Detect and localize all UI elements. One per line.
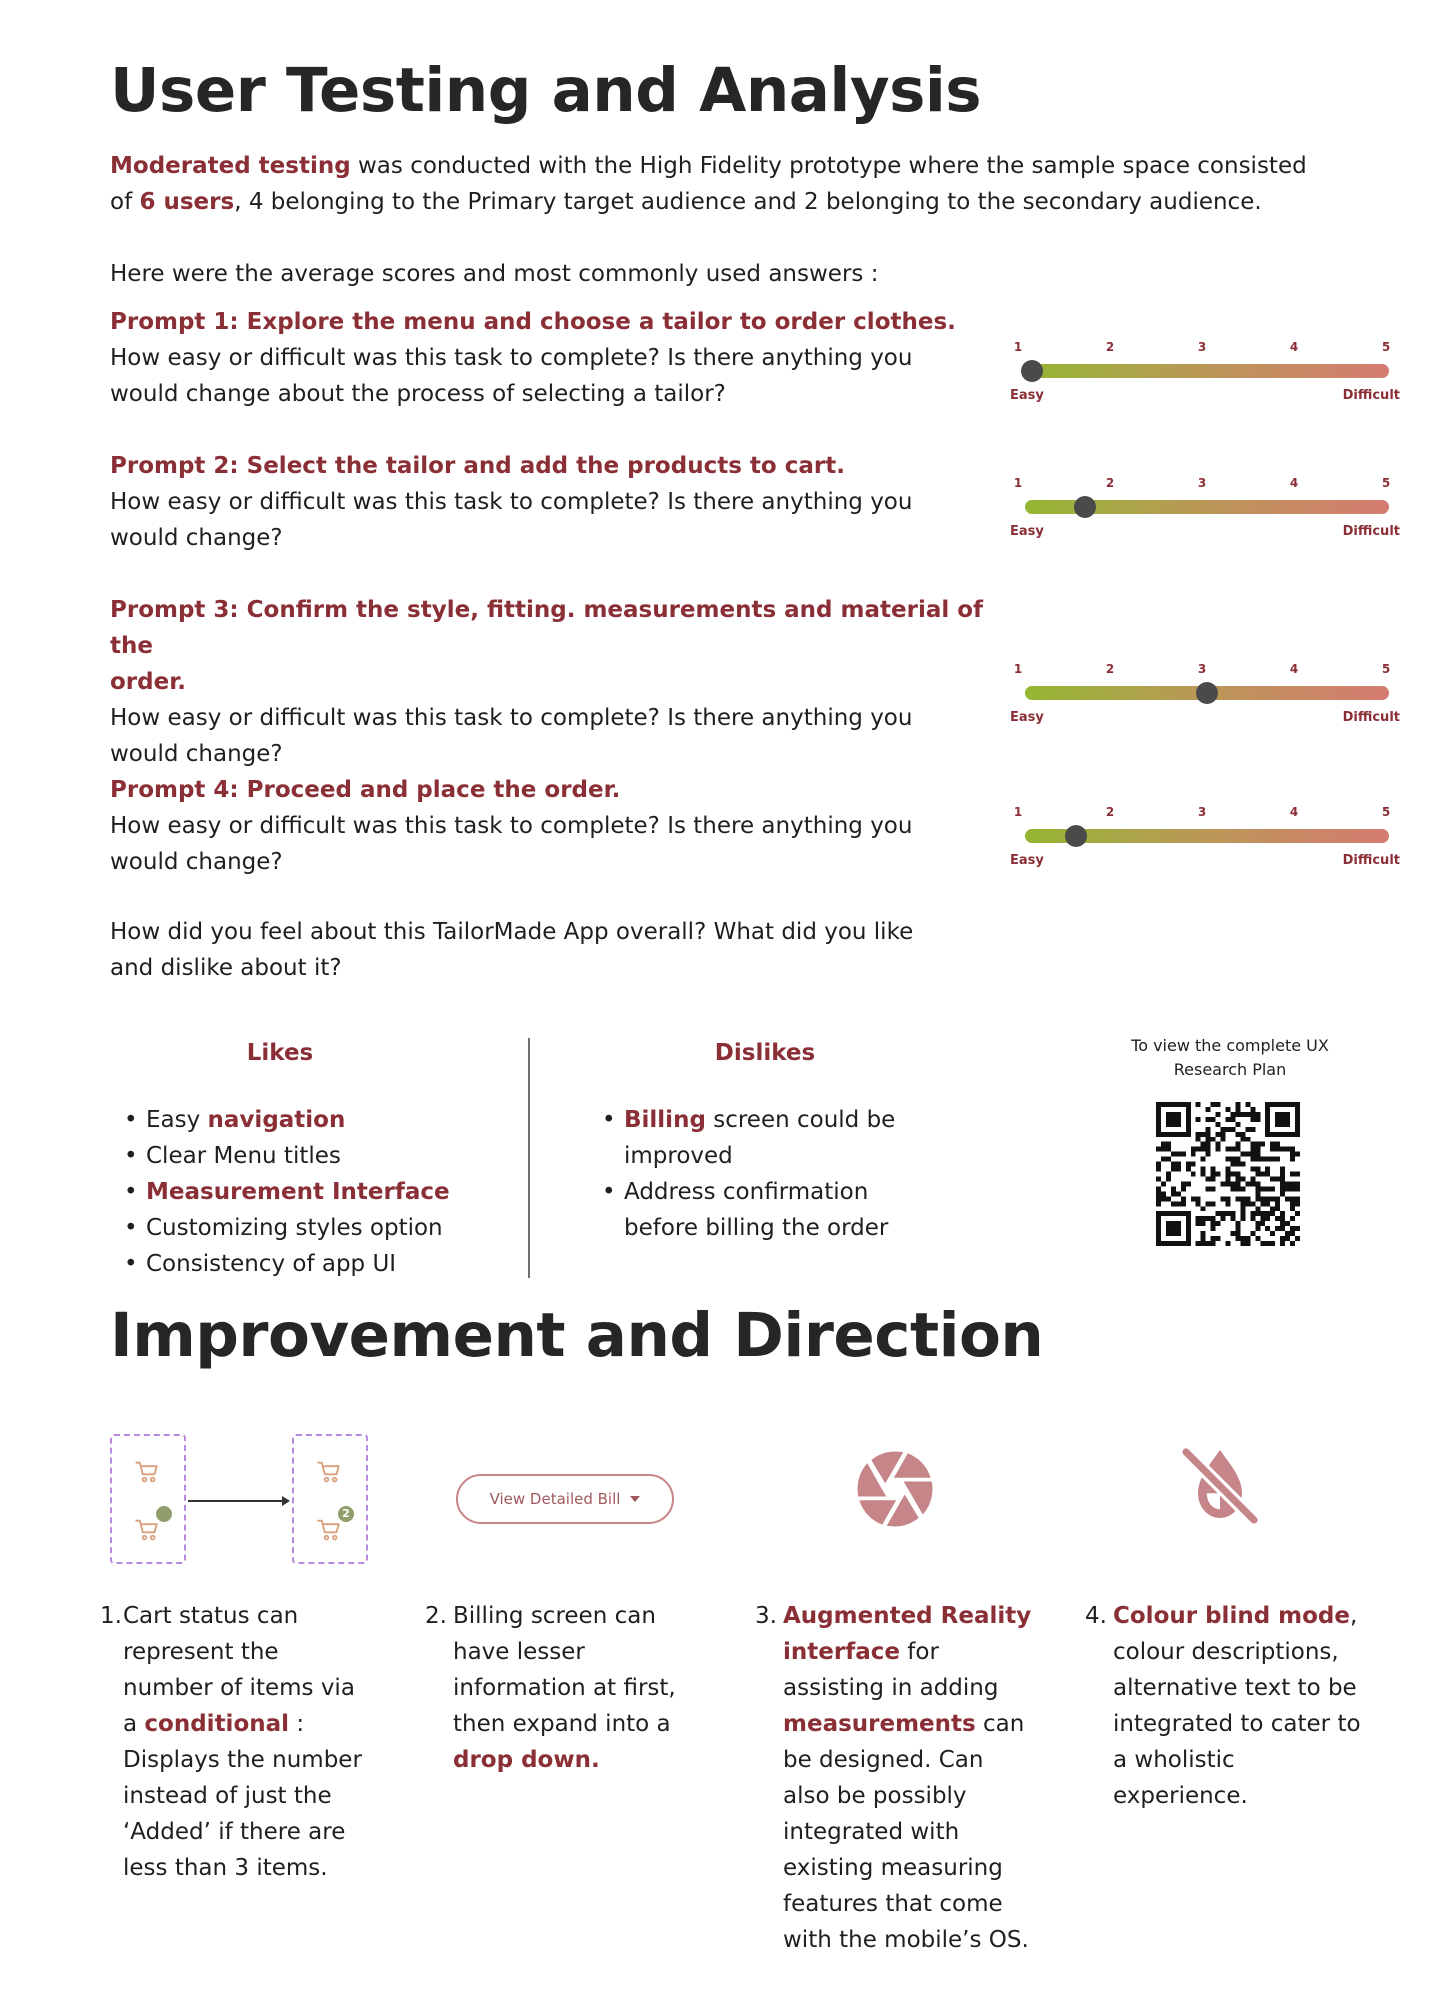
improvement-number: 4. [1085, 1603, 1107, 1629]
improvement-highlight: Colour blind mode [1113, 1603, 1350, 1629]
improvement-text: colour descriptions, [1113, 1639, 1339, 1665]
scale-score-marker [1021, 360, 1043, 382]
prompt-4 [110, 772, 990, 880]
likes-item-text: Consistency of app UI [146, 1251, 397, 1277]
improvement-text: then expand into a [453, 1711, 671, 1737]
scale-tick-label: 1 [1013, 662, 1023, 676]
improvement-text: Billing screen can [453, 1603, 656, 1629]
qr-code-icon[interactable] [1156, 1102, 1300, 1246]
dislikes-item-text: improved [624, 1143, 733, 1169]
view-detailed-bill-button[interactable] [456, 1474, 674, 1524]
prompt-2-question: would change? [110, 525, 283, 551]
dislikes-item-text: • Address confirmation [624, 1179, 869, 1205]
scale-tick-label: 5 [1381, 476, 1391, 490]
scale-easy-label: Easy [1010, 388, 1044, 403]
dislikes-item-highlight: Billing [624, 1107, 706, 1133]
improvement-text: assisting in adding [783, 1675, 999, 1701]
prompt-2 [110, 448, 990, 556]
improvement-text: experience. [1113, 1783, 1248, 1809]
section-title-improvement: Improvement and Direction [110, 1300, 1044, 1371]
scores-intro: Here were the average scores and most commonly used answers : [110, 261, 879, 287]
intro-text: of [110, 189, 140, 215]
scale-tick-label: 5 [1381, 662, 1391, 676]
rating-scale-2 [1010, 476, 1400, 546]
scale-ticks [1013, 476, 1391, 492]
improvement-highlight: measurements [783, 1711, 976, 1737]
improvement-text: can [975, 1711, 1025, 1737]
likes-heading: Likes [246, 1040, 314, 1066]
scale-tick-label: 3 [1197, 805, 1207, 819]
cart-status-before [110, 1434, 186, 1564]
improvement-highlight: Augmented Reality [783, 1603, 1032, 1629]
cart-status-after [292, 1434, 368, 1564]
improvement-number: 2. [425, 1603, 447, 1629]
scale-tick-label: 1 [1013, 340, 1023, 354]
scale-tick-label: 1 [1013, 805, 1023, 819]
qr-caption-line: To view the complete UX [1131, 1036, 1329, 1055]
overall-question-line: How did you feel about this TailorMade App overall? What did you like [110, 919, 914, 945]
intro-highlight-users: 6 users [139, 189, 235, 215]
scale-ticks [1013, 340, 1391, 356]
scale-ticks [1013, 805, 1391, 821]
prompt-3 [110, 592, 990, 772]
cart-icon [316, 1516, 344, 1544]
improvement-text: number of items via [123, 1675, 355, 1701]
improvement-text: a [123, 1711, 145, 1737]
dislikes-heading: Dislikes [714, 1040, 816, 1066]
rating-scale-3 [1010, 662, 1400, 732]
cart-icon [134, 1516, 162, 1544]
qr-caption-line: Research Plan [1173, 1060, 1287, 1079]
improvement-text: ‘Added’ if there are [123, 1819, 346, 1845]
likes-item-text: Easy [146, 1107, 208, 1133]
improvement-text: features that come [783, 1891, 1003, 1917]
prompt-1-title: Prompt 1: Explore the menu and choose a tailor to order clothes. [110, 309, 956, 335]
scale-bar [1025, 364, 1389, 378]
page-title: User Testing and Analysis [110, 55, 982, 126]
improvement-text: with the mobile’s OS. [783, 1927, 1029, 1953]
improvement-highlight: drop down. [453, 1747, 600, 1773]
scale-easy-label: Easy [1010, 710, 1044, 725]
scale-tick-label: 2 [1105, 805, 1115, 819]
colour-blind-mode-icon [1172, 1438, 1268, 1534]
likes-item-text: Customizing styles option [146, 1215, 443, 1241]
arrow-icon [188, 1500, 288, 1502]
intro-paragraph [110, 148, 1370, 220]
improvement-text: Cart status can [123, 1603, 299, 1629]
scale-score-marker [1074, 496, 1096, 518]
intro-highlight-moderated: Moderated testing [110, 153, 351, 179]
list-item [110, 1210, 450, 1246]
improvement-highlight: conditional [144, 1711, 290, 1737]
scale-easy-label: Easy [1010, 853, 1044, 868]
improvement-text: have lesser [453, 1639, 585, 1665]
improvement-text: information at first, [453, 1675, 676, 1701]
improvement-text: also be possibly [783, 1783, 967, 1809]
prompt-4-question: How easy or difficult was this task to complete? Is there anything you [110, 813, 913, 839]
cart-count-badge: 2 [338, 1506, 354, 1522]
improvement-text: : [289, 1711, 305, 1737]
dislikes-item-text: screen could be [705, 1107, 896, 1133]
list-item [110, 1138, 450, 1174]
prompt-3-question: would change? [110, 741, 283, 767]
scale-tick-label: 4 [1289, 476, 1299, 490]
scale-tick-label: 4 [1289, 662, 1299, 676]
improvement-text: , [1350, 1603, 1358, 1629]
scale-difficult-label: Difficult [1342, 388, 1400, 403]
improvement-text: be designed. Can [783, 1747, 984, 1773]
dislikes-list [588, 1102, 895, 1246]
scale-tick-label: 5 [1381, 805, 1391, 819]
prompt-2-title: Prompt 2: Select the tailor and add the products to cart. [110, 453, 845, 479]
list-item [110, 1174, 450, 1210]
scale-tick-label: 4 [1289, 340, 1299, 354]
caret-down-icon [630, 1496, 640, 1502]
improvement-text: Displays the number [123, 1747, 362, 1773]
prompt-3-title: order. [110, 669, 187, 695]
list-item [110, 1102, 450, 1138]
scale-tick-label: 3 [1197, 340, 1207, 354]
scale-tick-label: 2 [1105, 476, 1115, 490]
intro-text: was conducted with the High Fidelity prototype where the sample space consisted [350, 153, 1307, 179]
scale-tick-label: 3 [1197, 662, 1207, 676]
scale-score-marker [1196, 682, 1218, 704]
scale-easy-label: Easy [1010, 524, 1044, 539]
scale-tick-label: 5 [1381, 340, 1391, 354]
improvement-text: instead of just the [123, 1783, 332, 1809]
prompt-4-title: Prompt 4: Proceed and place the order. [110, 777, 621, 803]
prompt-1 [110, 304, 990, 412]
dislikes-item-text: before billing the order [624, 1215, 889, 1241]
aperture-icon [850, 1444, 940, 1534]
scale-tick-label: 4 [1289, 805, 1299, 819]
likes-list [110, 1102, 450, 1282]
list-item [588, 1174, 895, 1246]
improvement-text: integrated to cater to [1113, 1711, 1361, 1737]
rating-scale-4 [1010, 805, 1400, 875]
prompt-3-question: How easy or difficult was this task to complete? Is there anything you [110, 705, 913, 731]
prompt-1-question: would change about the process of selecting a tailor? [110, 381, 726, 407]
column-divider [528, 1038, 530, 1278]
cart-icon [316, 1458, 344, 1486]
scale-tick-label: 2 [1105, 340, 1115, 354]
intro-text: , 4 belonging to the Primary target audience and 2 belonging to the secondary audience. [234, 189, 1262, 215]
list-item [588, 1102, 895, 1174]
bill-button-label: View Detailed Bill [489, 1490, 621, 1508]
scale-difficult-label: Difficult [1342, 710, 1400, 725]
improvement-text: existing measuring [783, 1855, 1003, 1881]
likes-item-highlight: navigation [207, 1107, 346, 1133]
improvement-text: alternative text to be [1113, 1675, 1357, 1701]
scale-ticks [1013, 662, 1391, 678]
improvement-text: a wholistic [1113, 1747, 1235, 1773]
qr-caption [1110, 1034, 1350, 1082]
prompt-4-question: would change? [110, 849, 283, 875]
cart-status-dot-icon [156, 1506, 172, 1522]
improvement-number: 3. [755, 1603, 777, 1629]
improvement-text: less than 3 items. [123, 1855, 328, 1881]
cart-icon [134, 1458, 162, 1486]
improvement-highlight: interface [783, 1639, 900, 1665]
scale-tick-label: 1 [1013, 476, 1023, 490]
prompt-2-question: How easy or difficult was this task to complete? Is there anything you [110, 489, 913, 515]
overall-question [110, 914, 990, 986]
improvement-text: for [899, 1639, 939, 1665]
improvement-text: represent the [123, 1639, 279, 1665]
likes-item-highlight: Measurement Interface [146, 1179, 450, 1205]
scale-score-marker [1065, 825, 1087, 847]
overall-question-line: and dislike about it? [110, 955, 342, 981]
scale-tick-label: 3 [1197, 476, 1207, 490]
scale-difficult-label: Difficult [1342, 524, 1400, 539]
scale-difficult-label: Difficult [1342, 853, 1400, 868]
prompt-3-title: Prompt 3: Confirm the style, fitting. measurements and material of the [110, 597, 984, 659]
scale-tick-label: 2 [1105, 662, 1115, 676]
list-item [110, 1246, 450, 1282]
prompt-1-question: How easy or difficult was this task to complete? Is there anything you [110, 345, 913, 371]
improvement-number: 1. [100, 1603, 122, 1629]
rating-scale-1 [1010, 340, 1400, 410]
improvement-text: integrated with [783, 1819, 960, 1845]
likes-item-text: Clear Menu titles [146, 1143, 341, 1169]
